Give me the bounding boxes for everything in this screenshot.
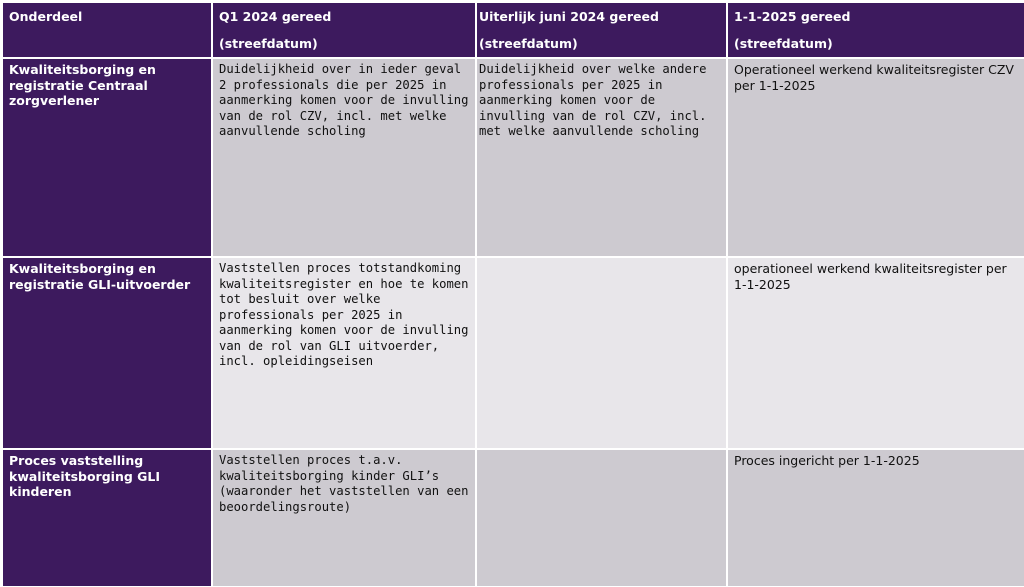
row-juni-2024-cell: [477, 258, 726, 448]
row-onderdeel: Kwaliteitsborging en registratie GLI-uitvoerder: [3, 258, 211, 448]
header-q1-2024-subtitle: (streefdatum): [219, 36, 318, 51]
header-jan-2025: [728, 3, 1024, 57]
header-jan-2025-title: 1-1-2025 gereed: [734, 9, 851, 24]
header-q1-2024-title: Q1 2024 gereed: [219, 9, 332, 24]
header-q1-2024: [213, 3, 475, 57]
row-jan-2025-cell: Operationeel werkend kwaliteitsregister CZV per 1-1-2025: [728, 59, 1024, 256]
header-juni-2024-title: Uiterlijk juni 2024 gereed: [479, 9, 659, 24]
row-juni-2024-cell: Duidelijkheid over welke andere professionals per 2025 in aanmerking komen voor de invulling van de rol CZV, incl. met welke aanvullende scholing: [477, 59, 726, 256]
header-juni-2024: [477, 3, 726, 57]
row-juni-2024-cell: [477, 450, 726, 586]
row-onderdeel: Proces vaststelling kwaliteitsborging GLI kinderen: [3, 450, 211, 586]
row-q1-2024-cell: Duidelijkheid over in ieder geval 2 professionals die per 2025 in aanmerking komen voor de invulling van de rol CZV, incl. met welke aanvullende scholing: [213, 59, 475, 256]
header-juni-2024-subtitle: (streefdatum): [479, 36, 578, 51]
row-q1-2024-cell: Vaststellen proces t.a.v. kwaliteitsborging kinder GLI’s (waaronder het vaststellen van een beoordelingsroute): [213, 450, 475, 586]
header-onderdeel-label: Onderdeel: [9, 9, 83, 24]
row-q1-2024-cell: Vaststellen proces totstandkoming kwaliteitsregister en hoe te komen tot besluit over welke professionals per 2025 in aanmerking komen voor de invulling van de rol van GLI uitvoerder, incl. opleidingseisen: [213, 258, 475, 448]
planning-table: [3, 3, 1021, 586]
row-onderdeel: Kwaliteitsborging en registratie Centraal zorgverlener: [3, 59, 211, 256]
header-jan-2025-subtitle: (streefdatum): [734, 36, 833, 51]
row-jan-2025-cell: Proces ingericht per 1-1-2025: [728, 450, 1024, 586]
row-jan-2025-cell: operationeel werkend kwaliteitsregister per 1-1-2025: [728, 258, 1024, 448]
header-onderdeel: [3, 3, 211, 57]
